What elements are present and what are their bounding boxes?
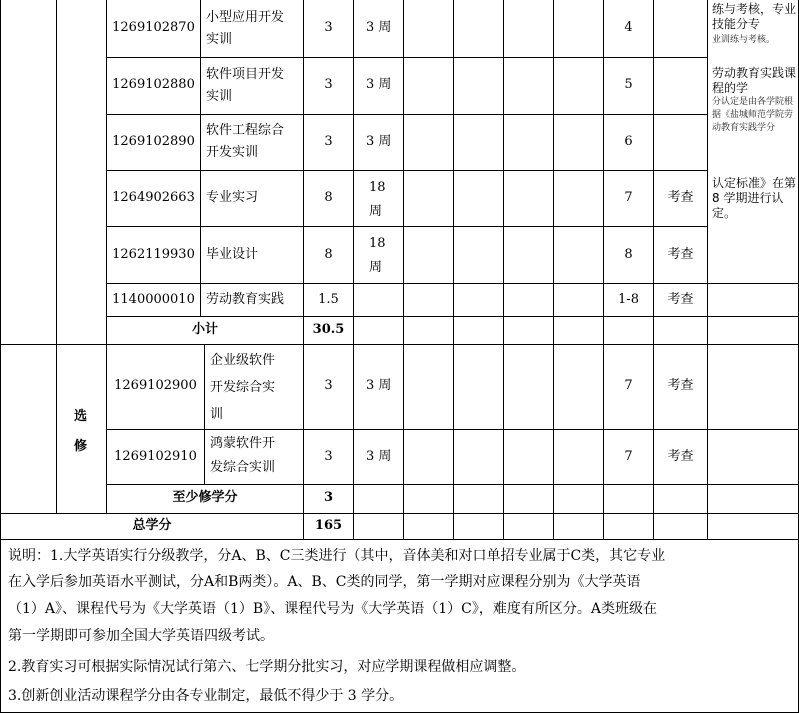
- course-code: 1269102910: [114, 449, 197, 464]
- course-credits: 3: [324, 449, 333, 464]
- course-code: 1269102880: [112, 77, 195, 92]
- col-divider: [453, 0, 454, 539]
- course-weeks: 18 周: [369, 180, 386, 219]
- course-semester: 1-8: [618, 292, 639, 307]
- course-semester: 6: [624, 134, 633, 149]
- course-code: 1262119930: [112, 247, 195, 262]
- course-name: 劳动教育实践: [206, 292, 285, 307]
- col-divider: [707, 0, 708, 539]
- col-divider: [204, 344, 205, 484]
- explanation-line: 第一学期即可参加全国大学英语四级考试。: [8, 628, 274, 644]
- remarks-text: 劳动教育实践课程的学: [712, 66, 797, 95]
- course-semester: 4: [624, 20, 633, 35]
- course-assessment: 考查: [667, 449, 694, 464]
- course-assessment: 考查: [667, 378, 694, 393]
- remarks-text: 业训练与考核。: [712, 35, 776, 45]
- remarks-text: 练与考核，专业技能分专: [712, 2, 797, 31]
- course-credits: 1.5: [318, 292, 339, 307]
- row-divider: [0, 344, 798, 345]
- elective-label: 选 修: [74, 409, 88, 454]
- min-credits-value: 3: [323, 490, 334, 505]
- row-divider: [106, 316, 798, 317]
- row-divider: [106, 484, 798, 485]
- row-divider: [106, 57, 707, 58]
- course-semester: 5: [624, 77, 633, 92]
- course-credits: 8: [324, 247, 333, 262]
- course-semester: 7: [624, 190, 633, 205]
- course-weeks: 3 周: [366, 20, 392, 35]
- course-semester: 7: [624, 449, 633, 464]
- total-credits: 165: [314, 518, 343, 533]
- course-weeks: 3 周: [366, 134, 392, 149]
- course-name: 企业级软件 开发综合实 训: [210, 353, 276, 422]
- course-code: 1269102870: [112, 20, 195, 35]
- total-label: 总学分: [132, 518, 172, 533]
- course-assessment: 考查: [667, 190, 694, 205]
- remarks-text: 认定标准》在第 8 学期进行认定。: [712, 176, 797, 220]
- explanation-line: （1）A》、课程代号为《大学英语（1）B》、课程代号为《大学英语（1）C》，难度有所区分。A类班级在: [8, 601, 657, 617]
- course-code: 1264902663: [112, 190, 195, 205]
- course-name: 软件项目开发 实训: [206, 67, 285, 104]
- course-name: 毕业设计: [206, 247, 259, 262]
- course-name: 专业实习: [206, 190, 259, 205]
- row-divider: [106, 429, 798, 430]
- col-divider: [553, 0, 554, 539]
- course-semester: 8: [624, 247, 633, 262]
- course-weeks: 3 周: [366, 77, 392, 92]
- course-name: 鸿蒙软件开 发综合实训: [210, 436, 276, 475]
- row-divider: [0, 513, 798, 514]
- course-credits: 3: [324, 134, 333, 149]
- course-name: 小型应用开发 实训: [206, 10, 285, 47]
- course-semester: 7: [624, 378, 633, 393]
- explanation-line: 2.教育实习可根据实际情况试行第六、七学期分批实习，对应学期课程做相应调整。: [8, 659, 526, 675]
- explanation-line: 说明：1.大学英语实行分级教学，分A、B、C三类进行（其中，音体美和对口单招专业属于C类，其它专业: [8, 548, 666, 564]
- course-weeks: 18 周: [369, 236, 386, 275]
- explanation-line: 在入学后参加英语水平测试，分A和B两类）。A、B、C类的同学，第一学期对应课程分别为《大学英语: [8, 574, 641, 590]
- row-divider: [0, 539, 798, 540]
- course-credits: 3: [324, 378, 333, 393]
- course-credits: 3: [324, 77, 333, 92]
- row-divider: [0, 712, 798, 713]
- col-divider: [200, 0, 201, 316]
- col-divider: [56, 0, 57, 513]
- course-weeks: 3 周: [366, 449, 392, 464]
- row-divider: [106, 226, 707, 227]
- explanation-line: 3.创新创业活动课程学分由各专业制定，最低不得少于 3 学分。: [8, 688, 404, 704]
- course-code: 1269102890: [112, 134, 195, 149]
- course-code: 1140000010: [112, 292, 195, 307]
- remarks-text: 分认定是由各学院根据《盐城师范学院劳动教育实践学分: [712, 97, 794, 133]
- course-code: 1269102900: [114, 378, 197, 393]
- course-credits: 3: [324, 20, 333, 35]
- col-divider: [403, 0, 404, 539]
- col-divider: [0, 0, 1, 713]
- subtotal-label: 小计: [191, 322, 218, 337]
- course-assessment: 考查: [667, 247, 694, 262]
- course-name: 软件工程综合 开发实训: [206, 123, 285, 160]
- subtotal-credits: 30.5: [312, 322, 345, 337]
- row-divider: [106, 283, 798, 284]
- min-credits-label: 至少修学分: [172, 490, 238, 505]
- course-assessment: 考查: [667, 292, 694, 307]
- row-divider: [106, 170, 707, 171]
- course-credits: 8: [324, 190, 333, 205]
- col-divider: [503, 0, 504, 539]
- col-divider: [353, 0, 354, 539]
- row-divider: [106, 114, 707, 115]
- course-weeks: 3 周: [366, 378, 392, 393]
